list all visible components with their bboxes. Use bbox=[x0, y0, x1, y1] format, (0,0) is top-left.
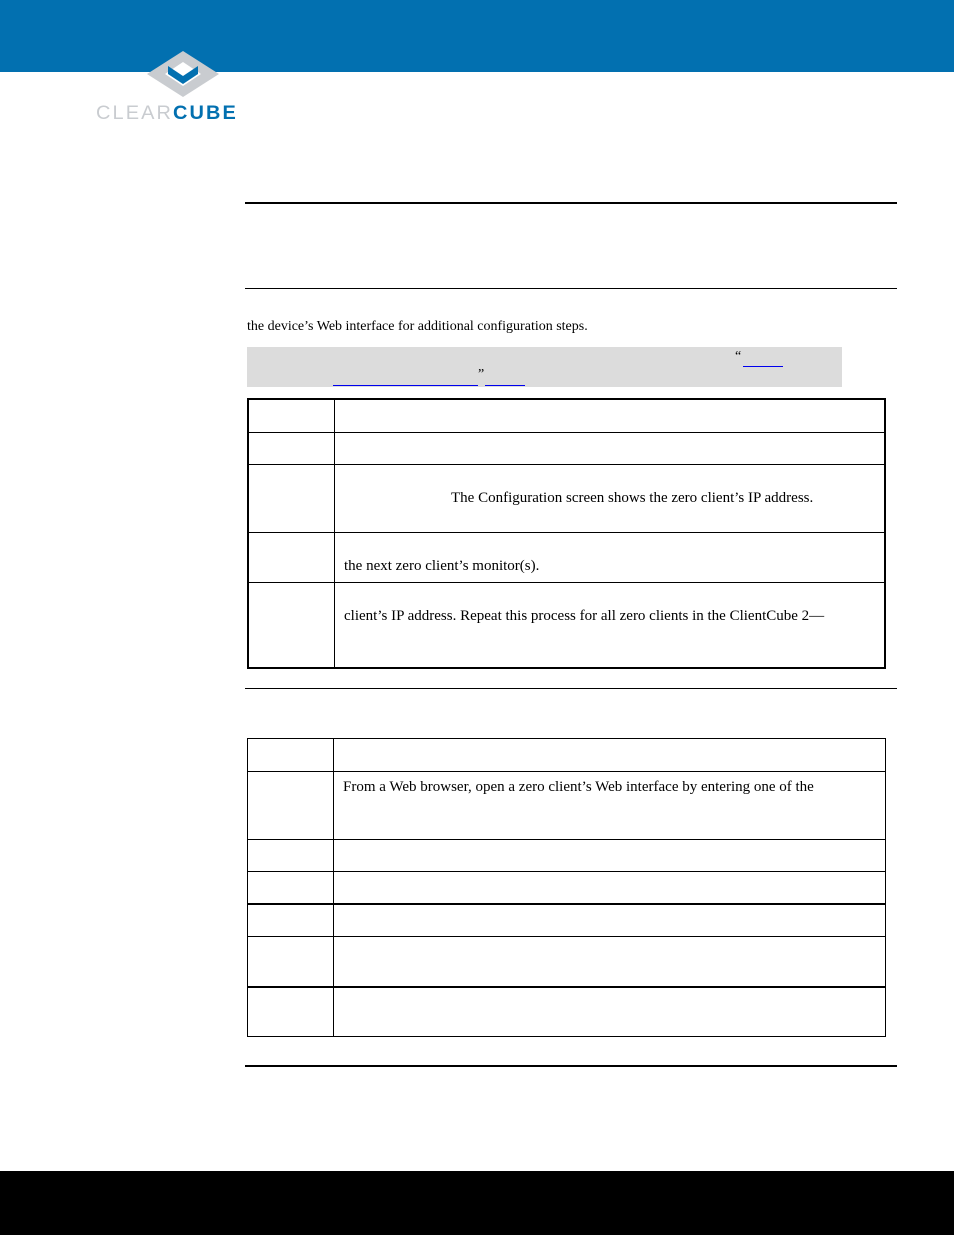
brand-clear: CLEAR bbox=[96, 103, 174, 124]
step-number bbox=[248, 399, 335, 432]
steps-table-1 bbox=[247, 398, 886, 669]
table-row bbox=[248, 840, 886, 872]
step-number bbox=[248, 872, 334, 904]
step-text bbox=[335, 432, 886, 464]
table-row bbox=[248, 399, 885, 432]
step-number bbox=[248, 532, 335, 582]
page-link[interactable] bbox=[485, 369, 525, 386]
table-row bbox=[248, 937, 886, 987]
section-rule bbox=[245, 688, 897, 689]
brand-wordmark bbox=[96, 102, 238, 126]
step-text: From a Web browser, open a zero client’s Web interface by entering one of the bbox=[334, 772, 886, 840]
table-row bbox=[248, 464, 885, 532]
step-number bbox=[248, 904, 334, 937]
table-row bbox=[248, 532, 885, 582]
step-text: The Configuration screen shows the zero client’s IP address. bbox=[335, 464, 886, 532]
step-text bbox=[334, 937, 886, 987]
step-number bbox=[248, 772, 334, 840]
intro-paragraph: the device’s Web interface for additional configuration steps. bbox=[247, 319, 588, 334]
section-rule bbox=[245, 288, 897, 289]
open-quote: “ bbox=[735, 349, 742, 364]
table-row bbox=[248, 772, 886, 840]
table-row bbox=[248, 872, 886, 904]
brand-cube: CUBE bbox=[173, 103, 238, 124]
note-box bbox=[247, 347, 842, 387]
step-text bbox=[334, 872, 886, 904]
table-row bbox=[248, 904, 886, 937]
table-row bbox=[248, 432, 885, 464]
table-row bbox=[248, 739, 886, 772]
step-text bbox=[334, 840, 886, 872]
steps-table-2 bbox=[247, 738, 886, 1037]
step-number bbox=[248, 987, 334, 1037]
step-number bbox=[248, 582, 335, 668]
table-row bbox=[248, 582, 885, 668]
step-text: the next zero client’s monitor(s). bbox=[335, 532, 886, 582]
close-quote: ” bbox=[478, 367, 485, 382]
table-row bbox=[248, 987, 886, 1037]
step-text bbox=[334, 739, 886, 772]
step-number bbox=[248, 840, 334, 872]
step-text bbox=[334, 987, 886, 1037]
section-rule bbox=[245, 1065, 897, 1067]
reference-link[interactable] bbox=[743, 350, 783, 367]
reference-link[interactable] bbox=[333, 369, 478, 386]
step-text bbox=[334, 904, 886, 937]
footer-bar bbox=[0, 1171, 954, 1235]
step-number bbox=[248, 739, 334, 772]
step-text bbox=[335, 399, 886, 432]
step-number bbox=[248, 464, 335, 532]
step-number bbox=[248, 937, 334, 987]
step-number bbox=[248, 432, 335, 464]
section-rule bbox=[245, 202, 897, 204]
step-text: client’s IP address. Repeat this process for all zero clients in the ClientCube 2— bbox=[335, 582, 886, 668]
